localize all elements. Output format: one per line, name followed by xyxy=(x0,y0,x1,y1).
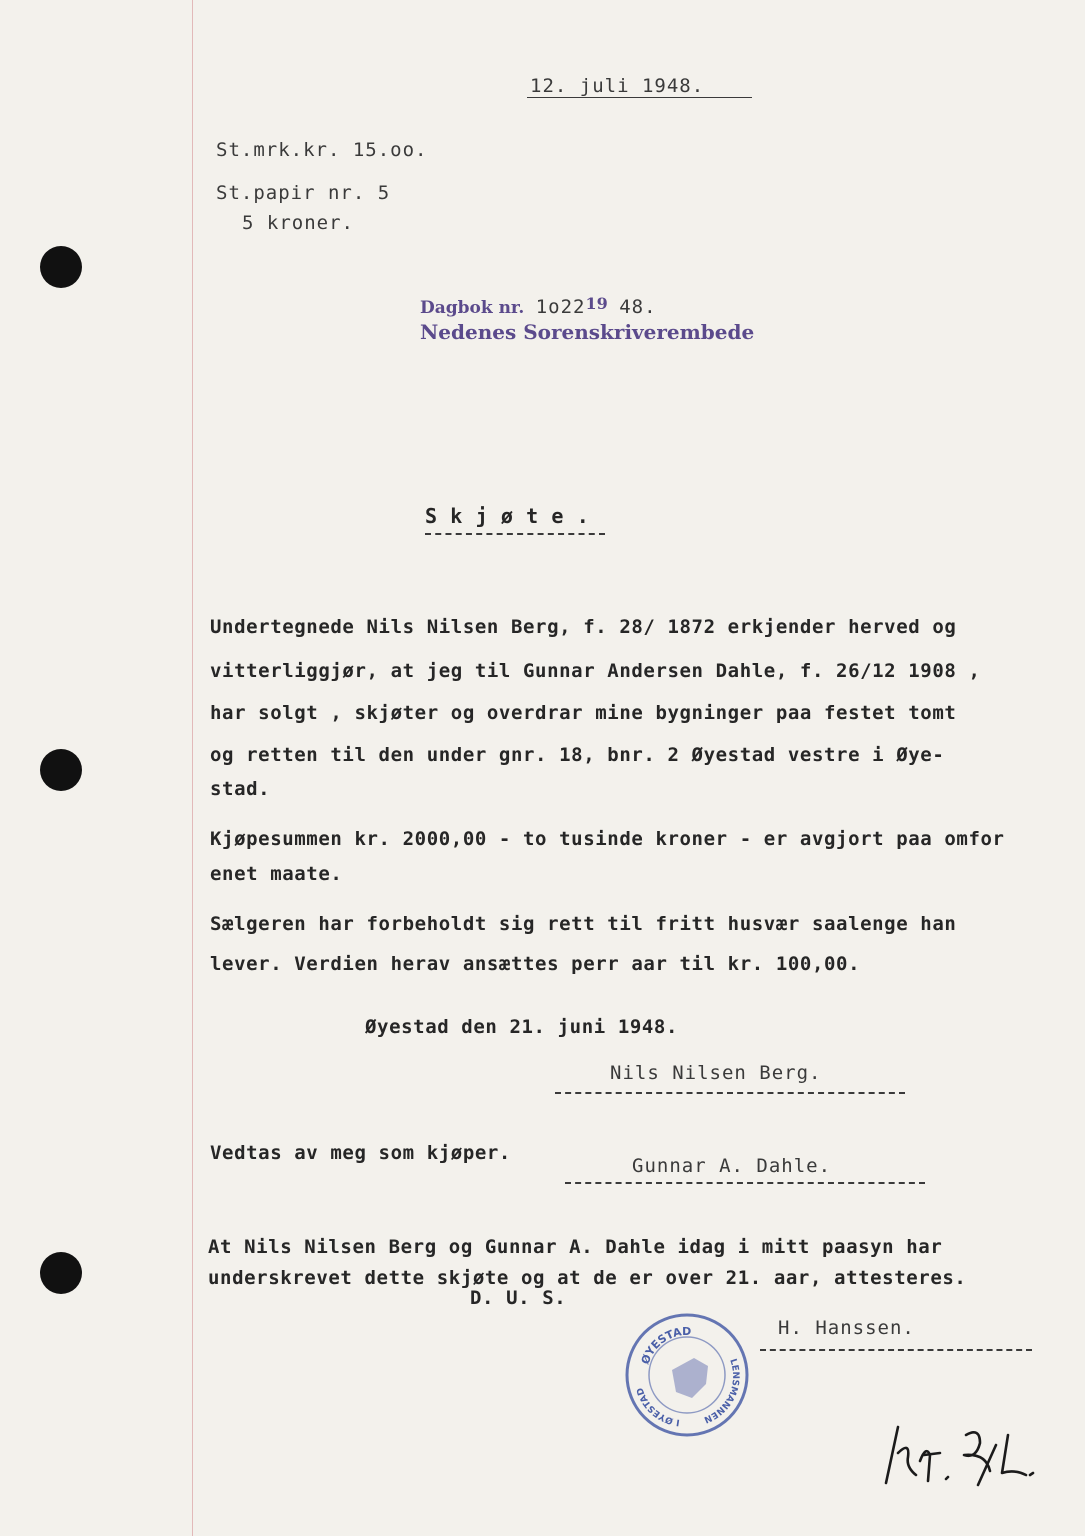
buyer-acceptance: Vedtas av meg som kjøper. xyxy=(210,1142,511,1164)
body-line-1: Undertegnede Nils Nilsen Berg, f. 28/ 1872 erkjender herved og xyxy=(210,616,957,638)
buyer-signature-line xyxy=(565,1182,925,1184)
witness-signature-line xyxy=(760,1349,1032,1351)
header-date: 12. juli 1948. xyxy=(530,75,705,97)
document-title: S k j ø t e . xyxy=(425,504,590,528)
registry-year: 48. xyxy=(619,296,657,318)
body-line-7: enet maate. xyxy=(210,863,343,885)
body-line-4: og retten til den under gnr. 18, bnr. 2 Øyestad vestre i Øye- xyxy=(210,744,945,766)
handwritten-note xyxy=(868,1405,1048,1495)
witness-signature: H. Hanssen. xyxy=(778,1317,915,1339)
binder-hole-bottom xyxy=(40,1252,82,1294)
registry-office: Nedenes Sorenskriverembede xyxy=(420,320,755,344)
body-line-3: har solgt , skjøter og overdrar mine bygninger paa festet tomt xyxy=(210,702,957,724)
seller-signature-line xyxy=(555,1092,905,1094)
date-underline xyxy=(527,97,752,98)
attestation-line-2: underskrevet dette skjøte og at de er over 21. aar, attesteres. xyxy=(208,1267,967,1289)
registry-label: Dagbok nr. xyxy=(420,298,525,318)
buyer-signature: Gunnar A. Dahle. xyxy=(632,1155,832,1177)
attestation-dus: D. U. S. xyxy=(470,1287,567,1309)
body-line-9: lever. Verdien herav ansættes perr aar til kr. 100,00. xyxy=(210,953,861,975)
seal-left-text: I ØYESTAD xyxy=(635,1386,681,1427)
seal-top-text: ØYESTAD xyxy=(638,1324,692,1367)
svg-text:I ØYESTAD xyxy=(635,1386,680,1427)
stamp-duty-line: St.mrk.kr. 15.oo. xyxy=(216,139,428,161)
seal-right-text: LENSMANNEN xyxy=(702,1357,741,1425)
seller-signature: Nils Nilsen Berg. xyxy=(610,1062,822,1084)
registry-number: 1o22 xyxy=(535,296,586,318)
registry-year-prefix: 19 xyxy=(585,294,608,313)
binder-hole-middle xyxy=(40,749,82,791)
stamp-paper-number: St.papir nr. 5 xyxy=(216,182,391,204)
attestation-line-1: At Nils Nilsen Berg og Gunnar A. Dahle idag i mitt paasyn har xyxy=(208,1236,943,1258)
body-line-8: Sælgeren har forbeholdt sig rett til fritt husvær saalenge han xyxy=(210,913,957,935)
body-line-6: Kjøpesummen kr. 2000,00 - to tusinde kroner - er avgjort paa omfor xyxy=(210,828,1005,850)
margin-line xyxy=(192,0,193,1536)
body-line-5: stad. xyxy=(210,778,271,800)
registry-stamp-number-line xyxy=(420,294,657,318)
binder-hole-top xyxy=(40,246,82,288)
title-underline xyxy=(425,533,605,535)
body-line-2: vitterliggjør, at jeg til Gunnar Andersen Dahle, f. 26/12 1908 , xyxy=(210,660,981,682)
place-date: Øyestad den 21. juni 1948. xyxy=(365,1016,679,1038)
stamp-paper-value: 5 kroner. xyxy=(242,212,354,234)
official-seal xyxy=(612,1300,762,1450)
